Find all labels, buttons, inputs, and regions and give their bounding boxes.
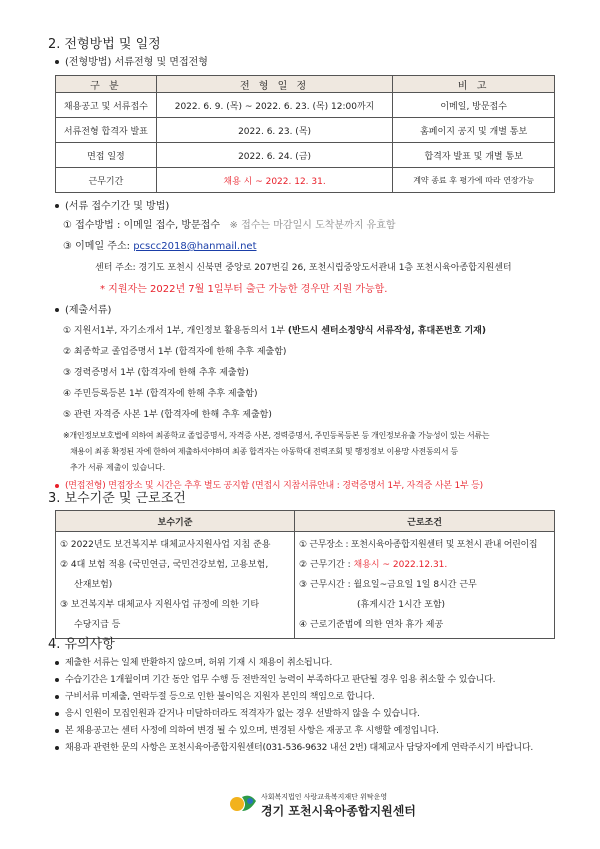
- applicant-note: * 지원자는 2022년 7월 1일부터 출근 가능한 경우만 지원 가능함.: [100, 284, 388, 295]
- docs-title: (제출서류): [55, 304, 111, 317]
- table-row: 면접 일정 2022. 6. 24. (금) 합격자 발표 및 개별 통보: [56, 143, 555, 168]
- screening-method: (전형방법) 서류전형 및 면접전형: [55, 56, 208, 69]
- privacy-note: ※개인정보보호법에 의하여 최종학교 졸업증명서, 자격증 사본, 경력증명서, 주민등록등본 등 개인정보유출 가능성이 있는 서류는: [63, 431, 490, 440]
- center-address: 센터 주소: 경기도 포천시 신북면 중앙로 207번길 26, 포천시립중앙도서관내 1층 포천시육아종합지원센터: [95, 263, 512, 273]
- doc-item: ⑤ 관련 자격증 사본 1부 (합격자에 한해 추후 제출함): [63, 410, 272, 420]
- table-header: 구 분: [56, 76, 157, 93]
- work-conditions-cell: ① 근무장소 : 포천시육아종합지원센터 및 포천시 관내 어린이집 ② 근무기간 : 채용시 ~ 2022.12.31. ③ 근무시간 : 월요일~금요일 1일 8시간 근무 (휴게시간 1시간 포함) ④ 근로기준법에 의한 연차 휴가 제공: [295, 532, 555, 639]
- interview-note: (면접전형) 면접장소 및 시간은 추후 별도 공지함 (면접시 지참서류안내 : 경력증명서 1부, 자격증 사본 1부 등): [55, 480, 483, 492]
- center-logo-icon: [228, 791, 260, 815]
- section2-heading: 2. 전형방법 및 일정: [48, 37, 161, 52]
- table-header: 전 형 일 정: [156, 76, 393, 93]
- receipt-title: (서류 접수기간 및 방법): [55, 200, 169, 213]
- privacy-note: 추가 서류 제출이 있습니다.: [70, 463, 166, 472]
- schedule-table: [55, 75, 555, 193]
- pay-conditions-table: [55, 510, 555, 639]
- org-name: 경기 포천시육아종합지원센터: [261, 804, 416, 818]
- operator-text: 사회복지법인 사랑교육복지재단 위탁운영: [261, 793, 388, 801]
- receipt-note: ※ 접수는 마감일시 도착분까지 유효함: [229, 220, 396, 231]
- pay-standard-cell: ① 2022년도 보건복지부 대체교사지원사업 지침 준용 ② 4대 보험 적용 (국민연금, 국민건강보험, 고용보험, 산재보험) ③ 보건복지부 대체교사 지원사업 규정에 의한 기타 수당지급 등: [56, 532, 295, 639]
- bullet-icon: [55, 308, 59, 312]
- email-line: ③ 이메일 주소: pcscc2018@hanmail.net: [63, 241, 257, 252]
- table-row: 근무기간 채용 시 ~ 2022. 12. 31. 계약 종료 후 평가에 따라 연장가능: [56, 168, 555, 193]
- table-header: 근로조건: [295, 511, 555, 532]
- table-row: 서류전형 합격자 발표 2022. 6. 23. (목) 홈페이지 공지 및 개별 통보: [56, 118, 555, 143]
- list-item: 제출한 서류는 일체 반환하지 않으며, 허위 기재 시 채용이 취소됩니다.: [55, 657, 575, 674]
- table-row: 채용공고 및 서류접수 2022. 6. 9. (목) ~ 2022. 6. 23. (목) 12:00까지 이메일, 방문접수: [56, 93, 555, 118]
- doc-item: ① 지원서1부, 자기소개서 1부, 개인정보 활용동의서 1부 (반드시 센터소정양식 서류작성, 휴대폰번호 기재): [63, 326, 486, 336]
- list-item: 채용과 관련한 문의 사항은 포천시육아종합지원센터(031-536-9632 내선 2번) 대체교사 담당자에게 연락주시기 바랍니다.: [55, 742, 575, 759]
- table-header: 보수기준: [56, 511, 295, 532]
- doc-item: ④ 주민등록등본 1부 (합격자에 한해 추후 제출함): [63, 389, 258, 399]
- email-link[interactable]: pcscc2018@hanmail.net: [133, 241, 257, 252]
- notice-list: [55, 657, 575, 759]
- list-item: 수습기간은 1개월이며 기간 동안 업무 수행 등 전반적인 능력이 부족하다고 판단될 경우 임용 취소할 수 있습니다.: [55, 674, 575, 691]
- section3-heading: 3. 보수기준 및 근로조건: [48, 491, 186, 506]
- bullet-icon: [55, 60, 59, 64]
- privacy-note: 채용이 최종 확정된 자에 한하여 제출하셔야하며 최종 합격자는 아동학대 전력조회 및 행정정보 이용망 사전동의서 등: [70, 447, 458, 456]
- table-header: 비 고: [393, 76, 555, 93]
- doc-item: ③ 경력증명서 1부 (합격자에 한해 추후 제출함): [63, 368, 249, 378]
- bullet-icon: [55, 204, 59, 208]
- section4-heading: 4. 유의사항: [48, 637, 115, 652]
- doc-item: ② 최종학교 졸업증명서 1부 (합격자에 한해 추후 제출함): [63, 347, 287, 357]
- list-item: 본 채용공고는 센터 사정에 의하여 변경 될 수 있으며, 변경된 사항은 재공고 후 시행할 예정입니다.: [55, 725, 575, 742]
- list-item: 응시 인원이 모집인원과 같거나 미달하더라도 적격자가 없는 경우 선발하지 않을 수 있습니다.: [55, 708, 575, 725]
- list-item: 구비서류 미제출, 연락두절 등으로 인한 불이익은 지원자 본인의 책임으로 합니다.: [55, 691, 575, 708]
- receipt-method: ① 접수방법 : 이메일 접수, 방문접수 ※ 접수는 마감일시 도착분까지 유효함: [63, 220, 396, 231]
